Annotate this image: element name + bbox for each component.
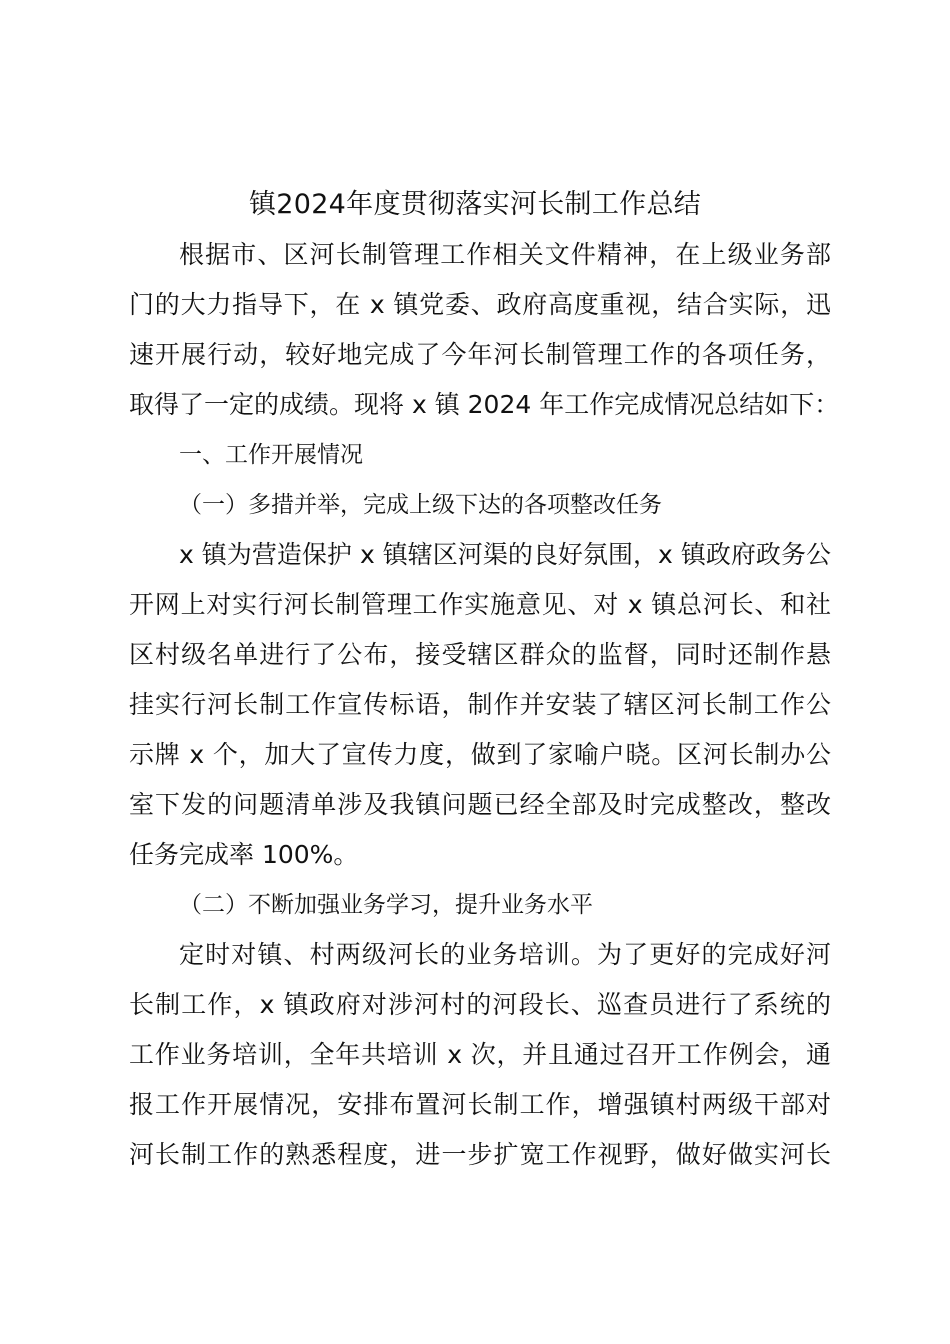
subsection-heading: （二）不断加强业务学习，提升业务水平 [179,892,593,918]
intro-line: 根据市、区河长制管理工作相关文件精神，在上级业务部 [179,240,831,269]
body-line: 挂实行河长制工作宣传标语，制作并安装了辖区河长制工作公 [129,690,831,719]
body-line: 区村级名单进行了公布，接受辖区群众的监督，同时还制作悬 [129,640,831,669]
body-line: 定时对镇、村两级河长的业务培训。为了更好的完成好河 [179,940,831,969]
section-heading: 一、工作开展情况 [179,442,363,468]
intro-line: 取得了一定的成绩。现将 x 镇 2024 年工作完成情况总结如下： [129,390,840,419]
body-line: x 镇为营造保护 x 镇辖区河渠的良好氛围，x 镇政府政务公 [179,540,831,569]
body-line: 长制工作，x 镇政府对涉河村的河段长、巡查员进行了系统的 [129,990,831,1019]
body-line: 任务完成率 100%。 [129,840,359,869]
body-line: 室下发的问题清单涉及我镇问题已经全部及时完成整改，整改 [129,790,831,819]
body-line: 报工作开展情况，安排布置河长制工作，增强镇村两级干部对 [129,1090,831,1119]
body-line: 开网上对实行河长制管理工作实施意见、对 x 镇总河长、和社 [129,590,831,619]
intro-line: 速开展行动，较好地完成了今年河长制管理工作的各项任务， [129,340,831,369]
body-line: 工作业务培训，全年共培训 x 次，并且通过召开工作例会，通 [129,1040,831,1069]
body-line: 示牌 x 个，加大了宣传力度，做到了家喻户晓。区河长制办公 [129,740,831,769]
body-line: 河长制工作的熟悉程度，进一步扩宽工作视野，做好做实河长 [129,1140,831,1169]
intro-line: 门的大力指导下，在 x 镇党委、政府高度重视，结合实际，迅 [129,290,831,319]
subsection-heading: （一）多措并举，完成上级下达的各项整改任务 [179,492,662,518]
document-title: 镇2024年度贯彻落实河长制工作总结 [248,189,702,220]
